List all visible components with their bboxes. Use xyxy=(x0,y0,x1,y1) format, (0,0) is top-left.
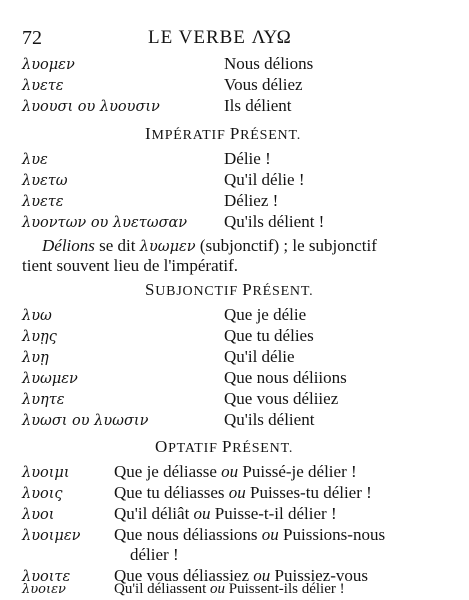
french-translation: Que nous déliions xyxy=(224,368,347,387)
page-header xyxy=(0,0,469,52)
greek-form: λυῃ xyxy=(22,350,49,366)
french-translation: Nous délions xyxy=(224,54,314,73)
french-translation: Que tu délies xyxy=(224,326,314,345)
greek-form: λυετε xyxy=(22,194,64,210)
french-translation: Qu'il délie ! xyxy=(224,170,305,189)
greek-form: λυετω xyxy=(22,173,68,189)
note-line-1: Délions se dit λυωμεν (subjonctif) ; le subjonctif xyxy=(42,236,377,255)
french-translation: Que tu déliasses ou Puisses-tu délier ! xyxy=(114,483,372,502)
page-title: LE VERBE ΛΥΩ xyxy=(148,27,292,48)
french-translation: Que je délie xyxy=(224,305,307,324)
french-translation: Qu'il délie xyxy=(224,347,295,366)
french-translation: Qu'il déliât ou Puisse-t-il délier ! xyxy=(114,504,337,523)
greek-form: λυοι xyxy=(22,507,55,523)
french-translation: Qu'ils délient xyxy=(224,410,315,429)
french-translation: Que vous déliassiez ou Puissiez-vous xyxy=(114,566,369,585)
greek-form: λυοις xyxy=(22,486,63,502)
greek-form: λυητε xyxy=(22,392,65,408)
french-translation: Que je déliasse ou Puissé-je délier ! xyxy=(114,462,357,481)
greek-form: λυωσι ου λυωσιν xyxy=(22,413,149,429)
french-translation: Ils délient xyxy=(224,96,292,115)
page-number: 72 xyxy=(22,27,42,49)
greek-form: λυωμεν xyxy=(22,371,78,387)
french-translation: Déliez ! xyxy=(224,191,279,210)
greek-form: λυω xyxy=(22,308,52,324)
greek-form: λυουσι ου λυουσιν xyxy=(22,99,160,115)
greek-form: λυοιμεν xyxy=(22,528,81,544)
french-translation: Qu'ils délient ! xyxy=(224,212,325,231)
greek-form: λυετε xyxy=(22,78,64,94)
note-line-2: tient souvent lieu de l'impératif. xyxy=(22,256,238,275)
section-heading-optatif: OPTATIF PRÉSENT. xyxy=(155,437,294,456)
french-translation: Délie ! xyxy=(224,149,271,168)
greek-form: λυῃς xyxy=(22,329,57,345)
french-translation: Que vous déliiez xyxy=(224,389,339,408)
greek-form: λυοντων ου λυετωσαν xyxy=(22,215,188,231)
section-heading-subjonctif: SUBJONCTIF PRÉSENT. xyxy=(145,280,314,299)
french-translation-continued: délier ! xyxy=(130,545,179,564)
greek-form: λυε xyxy=(22,152,48,168)
french-translation: Vous déliez xyxy=(224,75,303,94)
greek-form: λυομεν xyxy=(22,57,75,73)
french-translation: Que nous déliassions ou Puissions-nous xyxy=(114,525,386,544)
french-translation: Qu'il déliassent ou Puissent-ils délier ! xyxy=(114,581,345,597)
greek-form: λυοιτε xyxy=(22,569,71,585)
greek-form: λυοιεν xyxy=(22,582,66,597)
greek-form: λυοιμι xyxy=(22,465,70,481)
section-heading-imperatif: IMPÉRATIF PRÉSENT. xyxy=(145,124,302,143)
